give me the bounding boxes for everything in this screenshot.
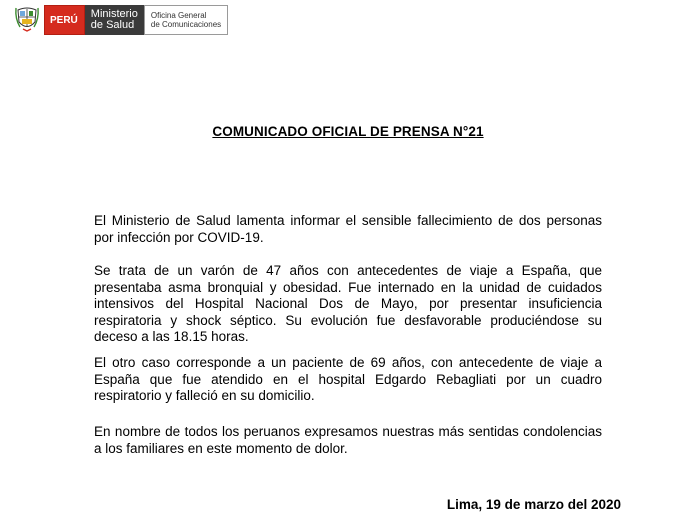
paragraph-first-case: Se trata de un varón de 47 años con antecedentes de viaje a España, que presentaba asma bronquial y obesidad. Fue internado en la unidad de cuidados intensivos del Hospital Nacional Dos de Mayo, por presentar insuficiencia respiratoria y shock séptico. Su evolución fue desfavorable produciéndose su deceso a las 18.15 horas. bbox=[94, 263, 602, 344]
office-badge bbox=[144, 5, 228, 35]
ministry-header bbox=[14, 5, 228, 35]
country-label: PERÚ bbox=[50, 14, 78, 26]
ministry-name-line2: de Salud bbox=[90, 19, 135, 31]
peru-coat-of-arms-icon bbox=[14, 5, 40, 33]
office-name-line1: Oficina General bbox=[150, 11, 207, 20]
document-title: COMUNICADO OFICIAL DE PRENSA N°21 bbox=[212, 124, 484, 139]
paragraph-intro: El Ministerio de Salud lamenta informar el sensible fallecimiento de dos personas por infección por COVID-19. bbox=[94, 213, 602, 245]
office-name-line2: de Comunicaciones bbox=[150, 20, 222, 29]
paragraph-second-case: El otro caso corresponde a un paciente de 69 años, con antecedente de viaje a España que fue atendido en el hospital Edgardo Rebagliati por un cuadro respiratorio y falleció en su domicilio. bbox=[94, 355, 602, 403]
paragraph-condolences: En nombre de todos los peruanos expresamos nuestras más sentidas condolencias a los familiares en este momento de dolor. bbox=[94, 424, 602, 456]
place-and-date: Lima, 19 de marzo del 2020 bbox=[446, 497, 621, 512]
ministry-badge bbox=[85, 5, 144, 35]
ministry-name-line1: Ministerio bbox=[90, 8, 138, 20]
country-badge bbox=[44, 5, 85, 35]
